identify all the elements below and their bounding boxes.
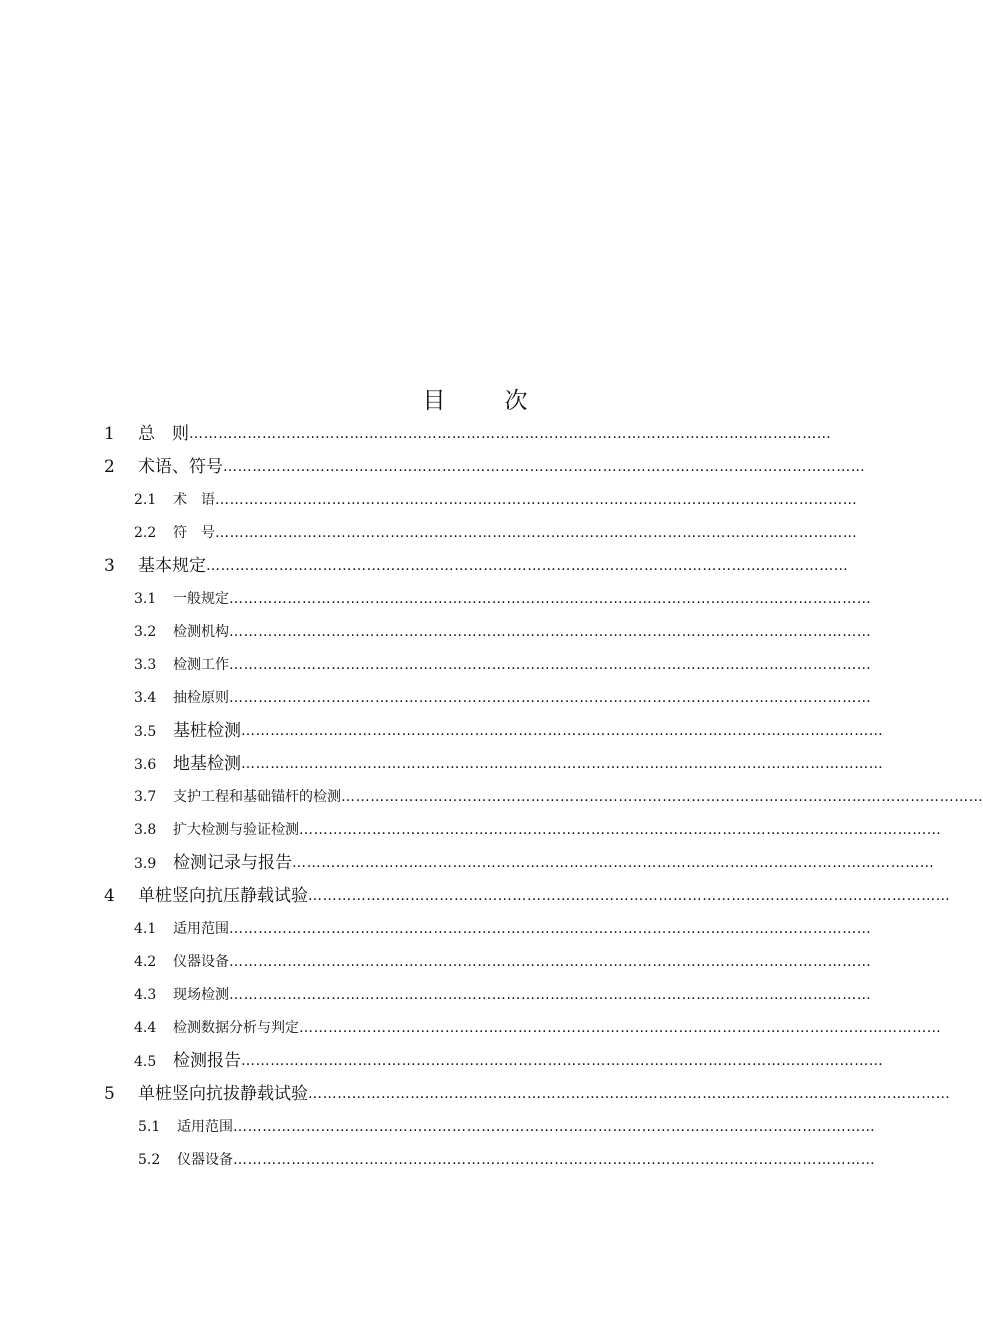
toc-entry-label: 检测工作	[173, 657, 229, 673]
toc-entry-number: 4.2	[134, 954, 157, 970]
toc-entry-label: 单桩竖向抗拔静载试验	[138, 1084, 308, 1104]
toc-entry-label: 总 则	[138, 424, 189, 444]
dot-leader: ……………………………………………………………………………………………………………………	[215, 492, 858, 508]
dot-leader: ……………………………………………………………………………………………………………………	[299, 1020, 942, 1036]
toc-entry-number: 3.8	[134, 822, 157, 838]
toc-title: 目 次	[422, 388, 546, 414]
dot-leader: ……………………………………………………………………………………………………………………	[229, 987, 872, 1003]
dot-leader: ……………………………………………………………………………………………………………………	[299, 822, 942, 838]
toc-entry-number: 4.1	[134, 921, 157, 937]
toc-entry-number: 4.3	[134, 987, 157, 1003]
toc-entry-label: 符 号	[173, 525, 215, 541]
toc-entry-number: 4.4	[134, 1020, 157, 1036]
toc-entry-5-1[interactable]	[138, 1111, 876, 1144]
toc-entry-3-7[interactable]	[134, 781, 983, 814]
dot-leader: ……………………………………………………………………………………………………………………	[189, 426, 832, 442]
toc-entry-number: 3.7	[134, 789, 157, 805]
dot-leader: ……………………………………………………………………………………………………………………	[223, 459, 866, 475]
dot-leader: ……………………………………………………………………………………………………………………	[229, 954, 872, 970]
toc-entry-number: 2	[104, 457, 115, 477]
toc-entry-number: 3.3	[134, 657, 157, 673]
toc-entry-number: 3.5	[134, 724, 157, 740]
dot-leader: ……………………………………………………………………………………………………………………	[229, 591, 872, 607]
dot-leader: ……………………………………………………………………………………………………………………	[229, 624, 872, 640]
toc-entry-4-3[interactable]	[134, 979, 872, 1012]
toc-entry-number: 1	[104, 424, 115, 444]
dot-leader: ……………………………………………………………………………………………………………………	[233, 1152, 876, 1168]
toc-entry-label: 适用范围	[177, 1119, 233, 1135]
toc-entry-label: 支护工程和基础锚杆的检测	[173, 789, 341, 805]
toc-entry-number: 3.1	[134, 591, 157, 607]
toc-entry-number: 2.2	[134, 525, 157, 541]
toc-entry-label: 地基检测	[173, 754, 241, 774]
toc-entry-4-5[interactable]	[134, 1045, 884, 1078]
toc-entry-2-2[interactable]	[134, 517, 858, 550]
toc-entry-3-1[interactable]	[134, 583, 872, 616]
toc-entry-1[interactable]	[104, 418, 832, 451]
dot-leader: ……………………………………………………………………………………………………………………	[233, 1119, 876, 1135]
toc-entry-number: 2.1	[134, 492, 157, 508]
dot-leader: ……………………………………………………………………………………………………………………	[229, 921, 872, 937]
toc-entry-label: 抽检原则	[173, 690, 229, 706]
toc-entry-label: 仪器设备	[173, 954, 229, 970]
toc-entry-label: 适用范围	[173, 921, 229, 937]
toc-entry-label: 基桩检测	[173, 721, 241, 741]
toc-entry-2[interactable]	[104, 451, 866, 484]
toc-entry-number: 5	[104, 1084, 115, 1104]
toc-entry-label: 术语、符号	[138, 457, 223, 477]
toc-entry-number: 3	[104, 556, 115, 576]
toc-entry-4[interactable]	[104, 880, 951, 913]
toc-entry-label: 一般规定	[173, 591, 229, 607]
toc-entry-number: 3.6	[134, 757, 157, 773]
toc-entry-3-3[interactable]	[134, 649, 872, 682]
toc-entry-label: 检测报告	[173, 1051, 241, 1071]
toc-entry-number: 5.2	[138, 1152, 161, 1168]
dot-leader: ……………………………………………………………………………………………………………………	[215, 525, 858, 541]
toc-entry-number: 3.4	[134, 690, 157, 706]
toc-entry-3-9[interactable]	[134, 847, 935, 880]
toc-entry-label: 检测机构	[173, 624, 229, 640]
toc-entry-label: 扩大检测与验证检测	[173, 822, 299, 838]
dot-leader: ……………………………………………………………………………………………………………………	[206, 558, 849, 574]
toc-entry-label: 仪器设备	[177, 1152, 233, 1168]
toc-entry-5[interactable]	[104, 1078, 951, 1111]
dot-leader: ……………………………………………………………………………………………………………………	[241, 1053, 884, 1069]
toc-entry-3-6[interactable]	[134, 748, 884, 781]
toc-entry-number: 3.9	[134, 856, 157, 872]
toc-entry-2-1[interactable]	[134, 484, 858, 517]
toc-entry-4-1[interactable]	[134, 913, 872, 946]
toc-entry-label: 现场检测	[173, 987, 229, 1003]
toc-entry-label: 术 语	[173, 492, 215, 508]
toc-entry-number: 5.1	[138, 1119, 161, 1135]
dot-leader: ……………………………………………………………………………………………………………………	[229, 657, 872, 673]
toc-entry-5-2[interactable]	[138, 1144, 876, 1177]
toc-entry-label: 检测数据分析与判定	[173, 1020, 299, 1036]
toc-entry-label: 基本规定	[138, 556, 206, 576]
toc-entry-number: 3.2	[134, 624, 157, 640]
toc-entry-3[interactable]	[104, 550, 849, 583]
dot-leader: ……………………………………………………………………………………………………………………	[241, 756, 884, 772]
toc-entry-3-8[interactable]	[134, 814, 942, 847]
toc-entry-4-4[interactable]	[134, 1012, 942, 1045]
dot-leader: ……………………………………………………………………………………………………………………	[341, 789, 983, 805]
dot-leader: ……………………………………………………………………………………………………………………	[308, 1086, 951, 1102]
toc-entry-label: 单桩竖向抗压静载试验	[138, 886, 308, 906]
toc-entry-4-2[interactable]	[134, 946, 872, 979]
dot-leader: ……………………………………………………………………………………………………………………	[308, 888, 951, 904]
toc-entry-3-2[interactable]	[134, 616, 872, 649]
dot-leader: ……………………………………………………………………………………………………………………	[241, 723, 884, 739]
toc-entry-3-4[interactable]	[134, 682, 872, 715]
dot-leader: ……………………………………………………………………………………………………………………	[292, 855, 935, 871]
dot-leader: ……………………………………………………………………………………………………………………	[229, 690, 872, 706]
toc-entry-3-5[interactable]	[134, 715, 884, 748]
toc-entry-number: 4	[104, 886, 115, 906]
toc-entry-label: 检测记录与报告	[173, 853, 292, 873]
toc-entry-number: 4.5	[134, 1054, 157, 1070]
